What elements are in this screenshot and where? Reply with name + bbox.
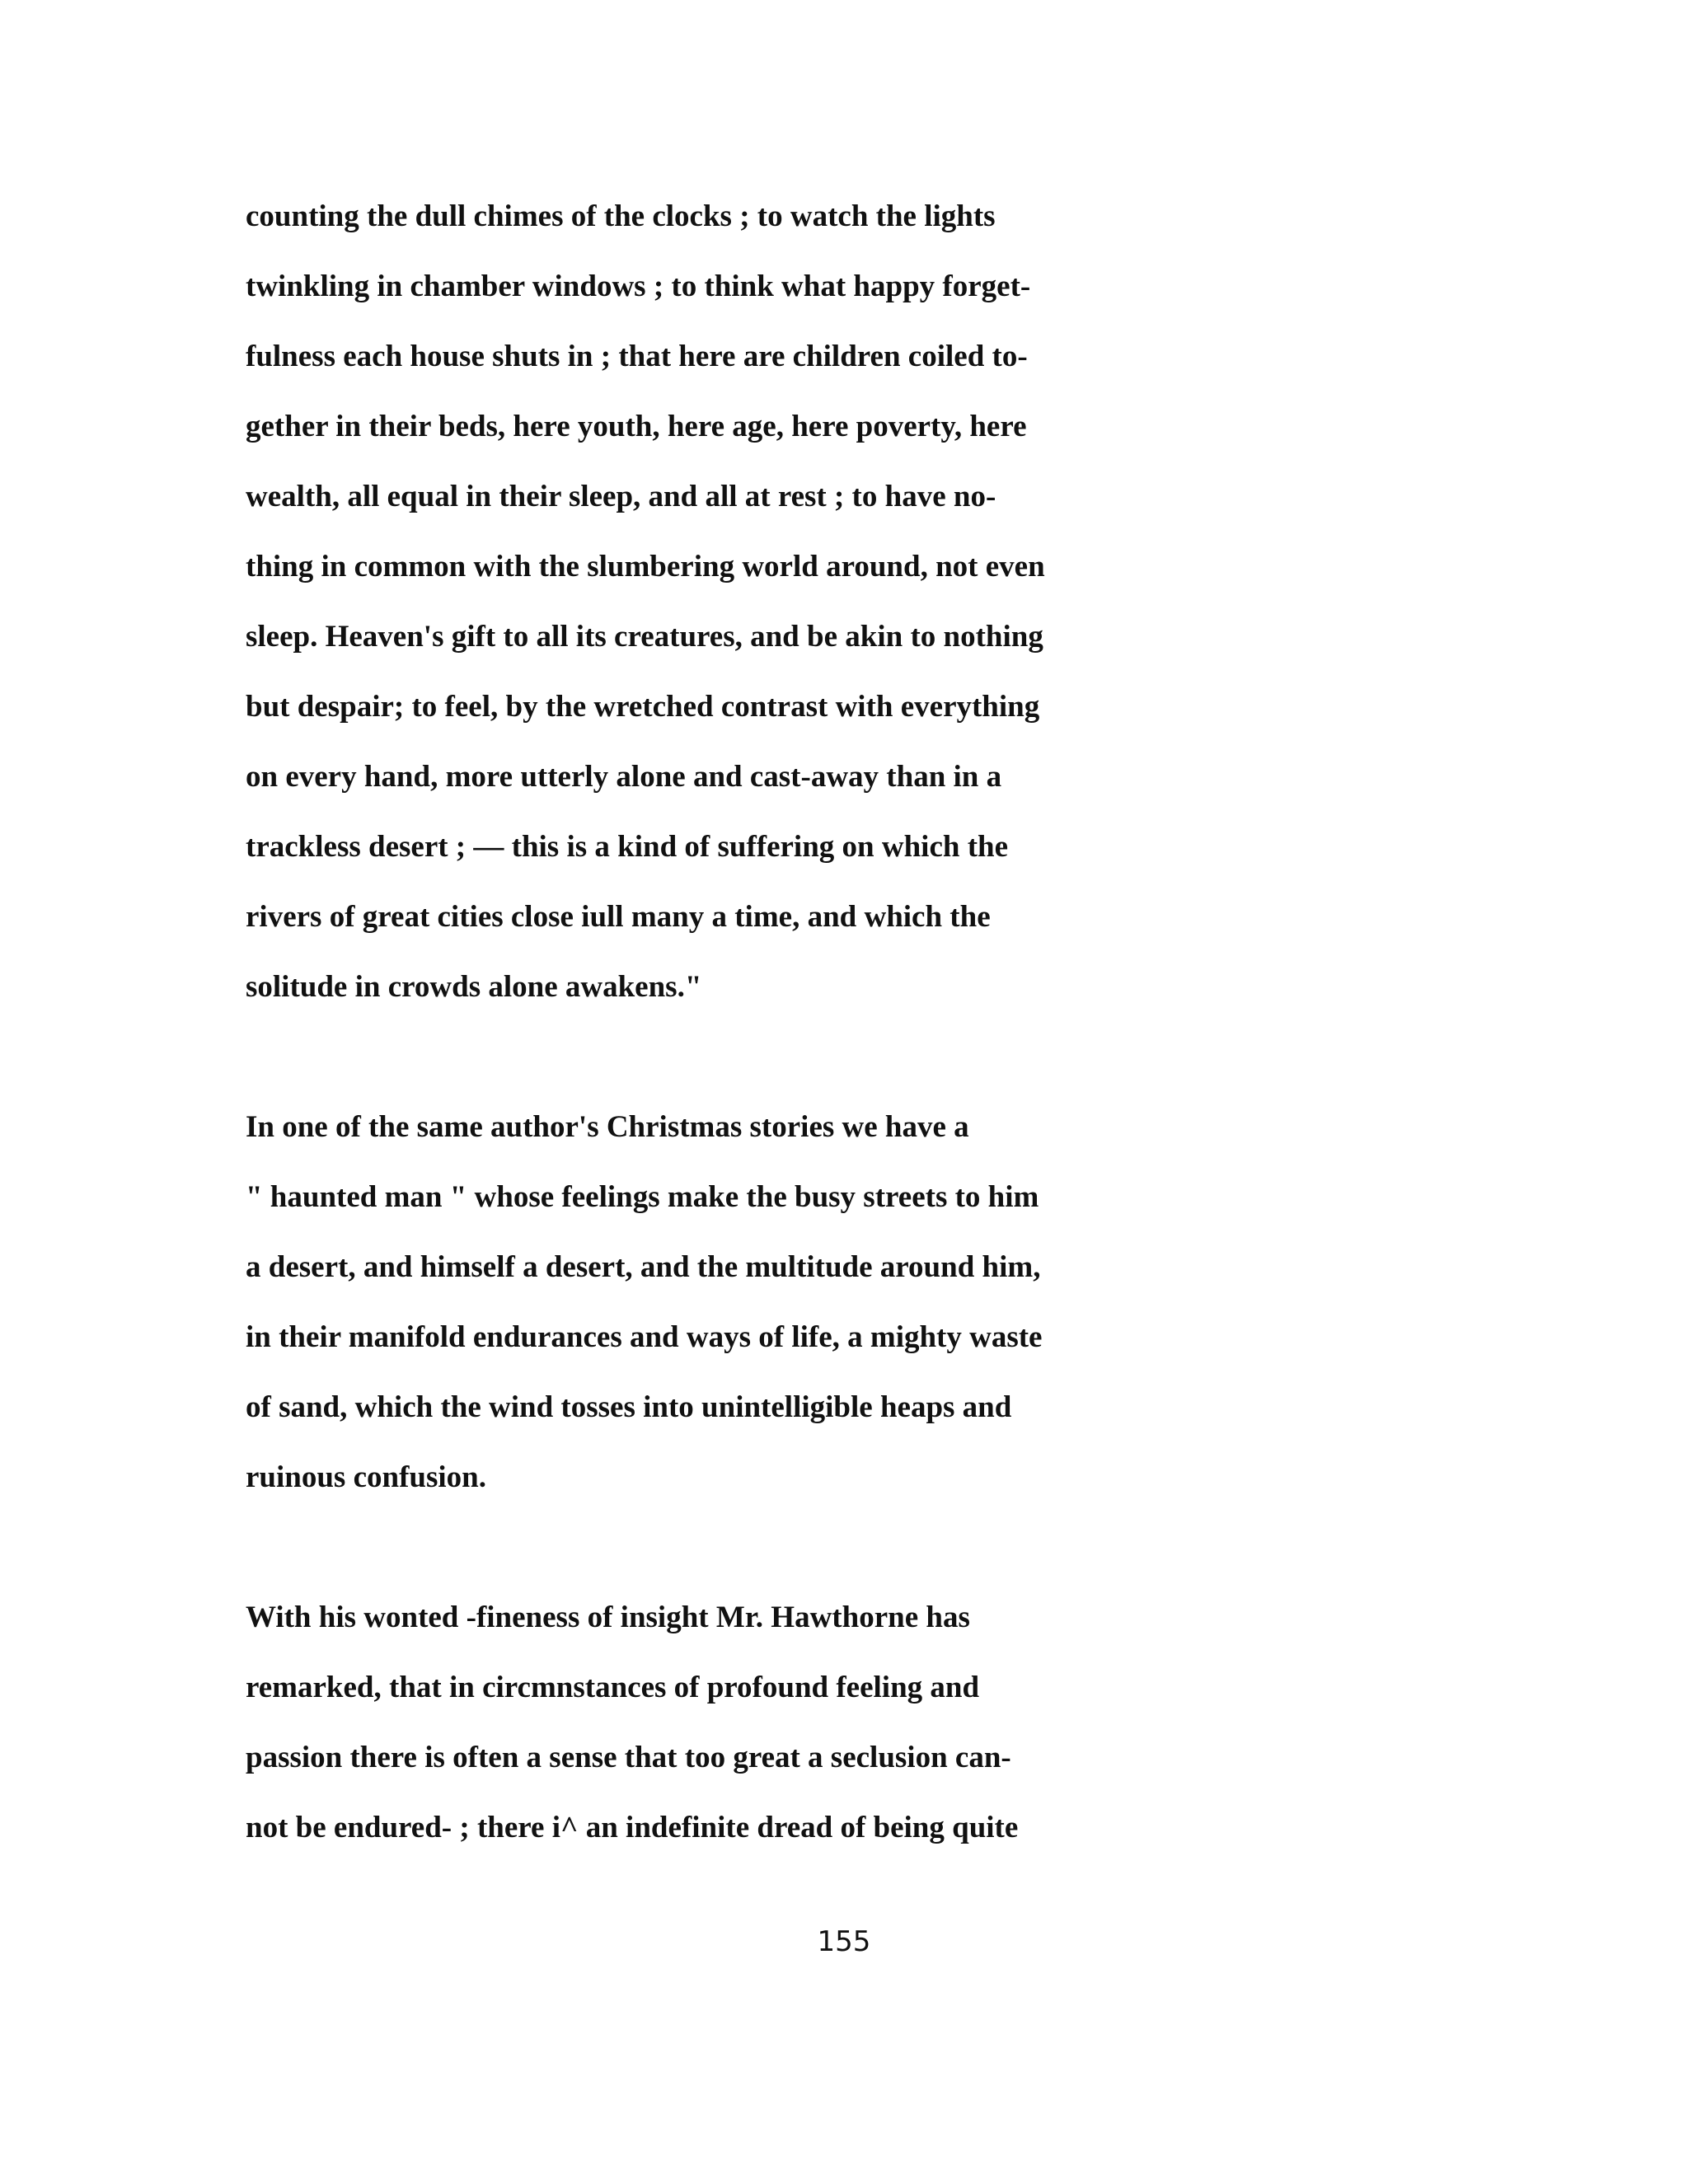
text-line: on every hand, more utterly alone and cast-away than in a: [246, 760, 1002, 794]
text-line: but despair; to feel, by the wretched contrast with everything: [246, 690, 1040, 724]
text-line: solitude in crowds alone awakens.": [246, 970, 702, 1004]
text-line: sleep. Heaven's gift to all its creatures, and be akin to nothing: [246, 620, 1043, 654]
text-line: With his wonted -fineness of insight Mr. Hawthorne has: [246, 1601, 970, 1634]
text-line: trackless desert ; — this is a kind of suffering on which the: [246, 830, 1009, 864]
paragraph-3: [246, 1594, 1185, 1874]
paragraph-2: [246, 1104, 1185, 1524]
text-line: a desert, and himself a desert, and the multitude around him,: [246, 1250, 1041, 1284]
text-line: wealth, all equal in their sleep, and all at rest ; to have no-: [246, 480, 996, 513]
text-line: passion there is often a sense that too great a seclusion can-: [246, 1741, 1011, 1774]
text-line: of sand, which the wind tosses into unintelligible heaps and: [246, 1390, 1012, 1424]
text-line: remarked, that in circmnstances of profound feeling and: [246, 1671, 980, 1704]
text-line: not be endured- ; there i^ an indefinite dread of being quite: [246, 1811, 1019, 1844]
text-line: " haunted man " whose feelings make the busy streets to him: [246, 1180, 1039, 1214]
text-line: counting the dull chimes of the clocks ; to watch the lights: [246, 199, 996, 233]
paragraph-gap: [246, 1524, 1185, 1594]
text-line: twinkling in chamber windows ; to think what happy forget-: [246, 269, 1031, 303]
text-line: fulness each house shuts in ; that here are children coiled to-: [246, 340, 1028, 373]
text-line: In one of the same author's Christmas stories we have a: [246, 1110, 969, 1144]
text-line: rivers of great cities close iull many a time, and which the: [246, 900, 991, 934]
paragraph-gap: [246, 1033, 1185, 1104]
text-line: in their manifold endurances and ways of life, a mighty waste: [246, 1320, 1043, 1354]
text-line: thing in common with the slumbering world around, not even: [246, 550, 1045, 583]
text-line: gether in their beds, here youth, here age, here poverty, here: [246, 410, 1027, 443]
body-text: [246, 193, 1185, 1874]
page-number: 155: [817, 1925, 871, 1958]
text-line: ruinous confusion.: [246, 1460, 486, 1494]
paragraph-1: [246, 193, 1185, 1033]
